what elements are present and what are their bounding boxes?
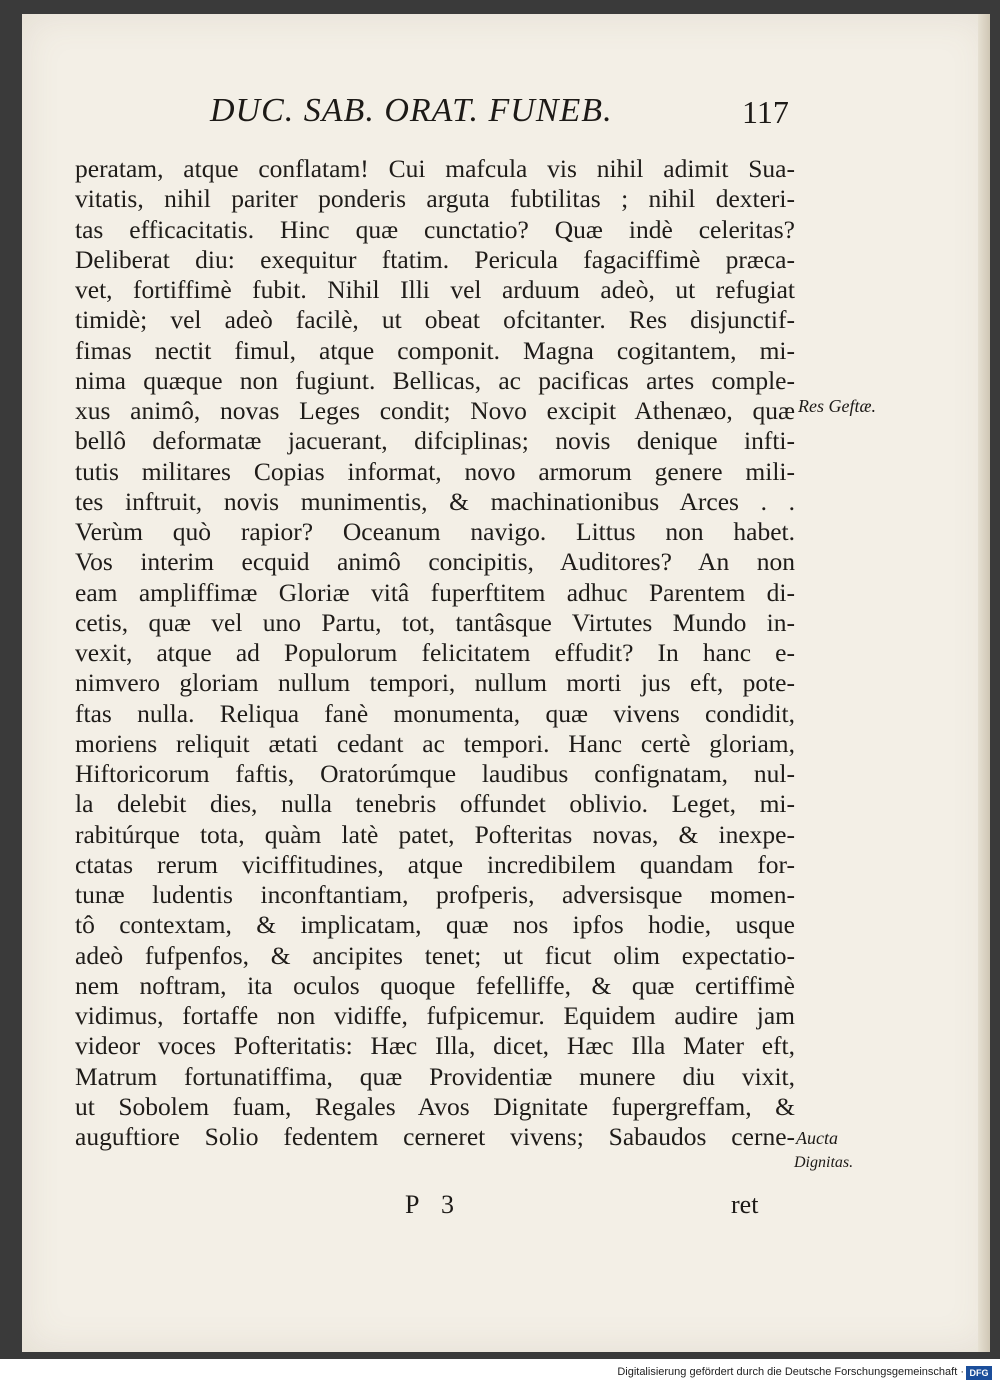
text-line: fimas nectit fimul, atque componit. Magna cogitantem, mi-: [75, 335, 795, 365]
funding-notice: Digitalisierung gefördert durch die Deutsche Forschungsgemeinschaft ·: [617, 1366, 964, 1378]
text-line: timidè; vel adeò facilè, ut obeat ofcitanter. Res disjunctif-: [75, 305, 795, 335]
text-line: auguftiore Solio fedentem cerneret vivens; Sabaudos cerne-: [75, 1122, 795, 1151]
text-line: vidimus, fortaffe non vidiffe, fufpicemur. Equidem audire jam: [75, 1001, 795, 1030]
running-header: DUC. SAB. ORAT. FUNEB.: [210, 92, 613, 129]
body-text: [75, 154, 795, 1152]
text-line: Matrum fortunatiffima, quæ Providentiæ munere diu vixit,: [75, 1061, 795, 1091]
text-line: cetis, quæ vel uno Partu, tot, tantâsque Virtutes Mundo in-: [75, 607, 795, 637]
text-line: vet, fortiffimè fubit. Nihil Illi vel arduum adeò, ut refugiat: [75, 275, 795, 304]
text-line: ftas nulla. Reliqua fanè monumenta, quæ vivens condidit,: [75, 698, 795, 728]
text-line: tô contextam, & implicatam, quæ nos ipfos hodie, usque: [75, 910, 795, 940]
text-line: Verùm quò rapior? Oceanum navigo. Littus non habet.: [75, 517, 795, 546]
marginal-note-aucta: Aucta: [796, 1128, 838, 1148]
text-line: vitatis, nihil pariter ponderis arguta fubtilitas ; nihil dexteri-: [75, 184, 795, 214]
marginal-note-dignitas: Dignitas.: [794, 1154, 854, 1171]
text-line: videor voces Pofteritatis: Hæc Illa, dicet, Hæc Illa Mater eft,: [75, 1031, 795, 1061]
page-edge: [978, 14, 990, 1352]
catchword: ret: [731, 1190, 759, 1219]
text-line: Deliberat diu: exequitur ftatim. Pericula fagaciffimè præca-: [75, 244, 795, 274]
text-line: rabitúrque tota, quàm latè patet, Pofteritas novas, & inexpe-: [75, 819, 795, 849]
text-line: nem noftram, ita oculos quoque fefelliffe, & quæ certiffimè: [75, 970, 795, 1000]
text-line: nima quæque non fugiunt. Bellicas, ac pacificas artes comple-: [75, 365, 795, 395]
text-line: xus animô, novas Leges condit; Novo excipit Athenæo, quæ: [75, 396, 795, 425]
text-line: adeò fufpenfos, & ancipites tenet; ut ficut olim expectatio-: [75, 940, 795, 970]
text-line: moriens reliquit ætati cedant ac tempori. Hanc certè gloriam,: [75, 728, 795, 758]
marginal-note-res-gestae: Res Geftæ.: [798, 396, 876, 416]
text-line: tunæ ludentis inconftantiam, profperis, adversisque momen-: [75, 880, 795, 909]
signature-mark: P 3: [405, 1190, 462, 1219]
text-line: eam ampliffimæ Gloriæ vitâ fuperftitem adhuc Parentem di-: [75, 577, 795, 607]
text-line: vexit, atque ad Populorum felicitatem effudit? In hanc e-: [75, 638, 795, 667]
text-line: tas efficacitatis. Hinc quæ cunctatio? Quæ indè celeritas?: [75, 214, 795, 244]
text-line: bellô deformatæ jacuerant, difciplinas; novis denique infti-: [75, 426, 795, 456]
text-line: Hiftoricorum faftis, Oratorúmque laudibus confignatam, nul-: [75, 759, 795, 788]
dfg-logo-icon: DFG: [966, 1366, 992, 1380]
text-line: tutis militares Copias informat, novo armorum genere mili-: [75, 456, 795, 486]
text-line: peratam, atque conflatam! Cui mafcula vis nihil adimit Sua-: [75, 154, 795, 183]
text-line: ut Sobolem fuam, Regales Avos Dignitate fupergreffam, &: [75, 1091, 795, 1121]
text-line: nimvero gloriam nullum tempori, nullum morti jus eft, pote-: [75, 668, 795, 698]
page-number: 117: [742, 94, 789, 130]
text-line: ctatas rerum viciffitudines, atque incredibilem quandam for-: [75, 849, 795, 879]
text-line: Vos interim ecquid animô concipitis, Auditores? An non: [75, 547, 795, 577]
footer-bar: [0, 1364, 1000, 1386]
text-line: tes inftruit, novis munimentis, & machinationibus Arces . .: [75, 486, 795, 516]
text-line: la delebit dies, nulla tenebris offundet oblivio. Leget, mi-: [75, 789, 795, 819]
